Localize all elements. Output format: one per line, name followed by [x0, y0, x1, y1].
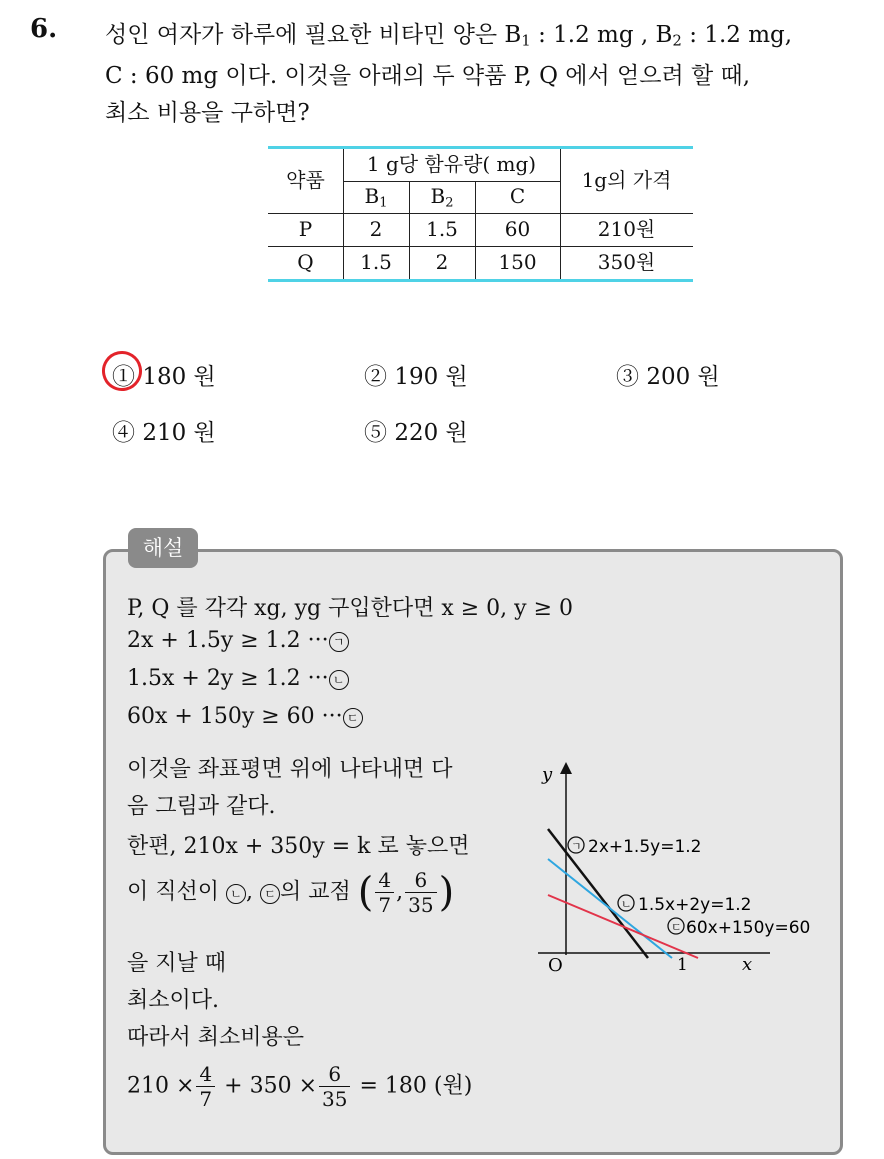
- choice-5[interactable]: ⑤ 220 원: [364, 420, 468, 446]
- inequality-3: 60x + 150y ≥ 60 ··· ㄷ: [127, 704, 363, 729]
- choice-3[interactable]: ③ 200 원: [616, 364, 720, 390]
- x-axis-label: x: [742, 954, 753, 975]
- row-q-b1: 1.5: [360, 250, 392, 274]
- row-q-price: 350원: [597, 250, 656, 274]
- explanation-text-7: 따라서 최소비용은: [127, 1025, 305, 1050]
- choice-4[interactable]: ④ 210 원: [112, 420, 216, 446]
- header-b1: $B_1$: [364, 184, 388, 211]
- explanation-text-3: 한편, 210x + 350y = k 로 놓으면: [127, 834, 470, 859]
- explanation-tag: 해설: [128, 528, 198, 568]
- header-b2: $B_2$: [430, 184, 454, 211]
- row-p-price: 210원: [597, 217, 656, 241]
- line-2-label: 1.5x+2y=1.2: [638, 895, 752, 915]
- header-content: 1 g당 함유량( mg): [366, 152, 537, 176]
- y-axis-label: y: [542, 764, 553, 785]
- fraction-6-35: $\frac{6}{35}$: [405, 868, 436, 917]
- circled-label-1: ㄱ: [329, 632, 349, 652]
- vitamin-table: [268, 146, 693, 282]
- explanation-text-5: 을 지날 때: [127, 951, 226, 976]
- circled-label-2: ㄴ: [329, 670, 349, 690]
- explanation-text-2: 음 그림과 같다.: [127, 794, 276, 819]
- svg-text:ㄴ: ㄴ: [621, 898, 632, 911]
- row-q-drug: Q: [297, 250, 314, 274]
- explanation-line-1: P, Q 를 각각 xg, yg 구입한다면 x ≥ 0, y ≥ 0: [127, 596, 573, 621]
- one-label: 1: [677, 955, 688, 975]
- origin-label: O: [548, 955, 563, 976]
- line-3-label: 60x+150y=60: [686, 918, 811, 938]
- row-p-b2: 1.5: [426, 217, 458, 241]
- question-line-3: 최소 비용을 구하면?: [105, 100, 310, 126]
- header-c: C: [509, 184, 526, 208]
- header-drug: 약품: [286, 168, 325, 192]
- svg-text:ㄱ: ㄱ: [571, 840, 582, 853]
- coordinate-graph: [520, 755, 840, 985]
- header-price: 1g의 가격: [581, 168, 672, 192]
- choice-1[interactable]: ① 180 원: [112, 364, 216, 390]
- question-line-1: 성인 여자가 하루에 필요한 비타민 양은 $B_1$ : 1.2 mg , $B_2$ : 1.2 mg,: [105, 22, 793, 50]
- svg-text:ㄷ: ㄷ: [671, 921, 682, 934]
- row-q-c: 150: [498, 250, 537, 274]
- circled-label-3: ㄷ: [343, 708, 363, 728]
- row-p-drug: P: [298, 217, 313, 241]
- inequality-2: 1.5x + 2y ≥ 1.2 ··· ㄴ: [127, 666, 349, 691]
- row-p-b1: 2: [369, 217, 383, 241]
- choice-2[interactable]: ② 190 원: [364, 364, 468, 390]
- row-p-c: 60: [504, 217, 531, 241]
- inequality-1: 2x + 1.5y ≥ 1.2 ··· ㄱ: [127, 628, 349, 653]
- explanation-text-4: 이 직선이 ㄴ , ㄷ 의 교점 ( $\frac{4}{7}$ , $\frac{6}{35}$ ): [127, 868, 455, 917]
- question-number: 6.: [30, 14, 58, 44]
- line-1-label: 2x+1.5y=1.2: [588, 837, 702, 857]
- explanation-text-6: 최소이다.: [127, 988, 220, 1013]
- explanation-text-1: 이것을 좌표평면 위에 나타내면 다: [127, 757, 453, 782]
- final-calculation: 210 × $\frac{4}{7}$ + 350 × $\frac{6}{35}$ = 180 (원): [127, 1062, 473, 1111]
- row-q-b2: 2: [435, 250, 449, 274]
- fraction-4-7: $\frac{4}{7}$: [375, 868, 394, 917]
- question-line-2: C : 60 mg 이다. 이것을 아래의 두 약품 P, Q 에서 얻으려 할 때,: [105, 63, 751, 89]
